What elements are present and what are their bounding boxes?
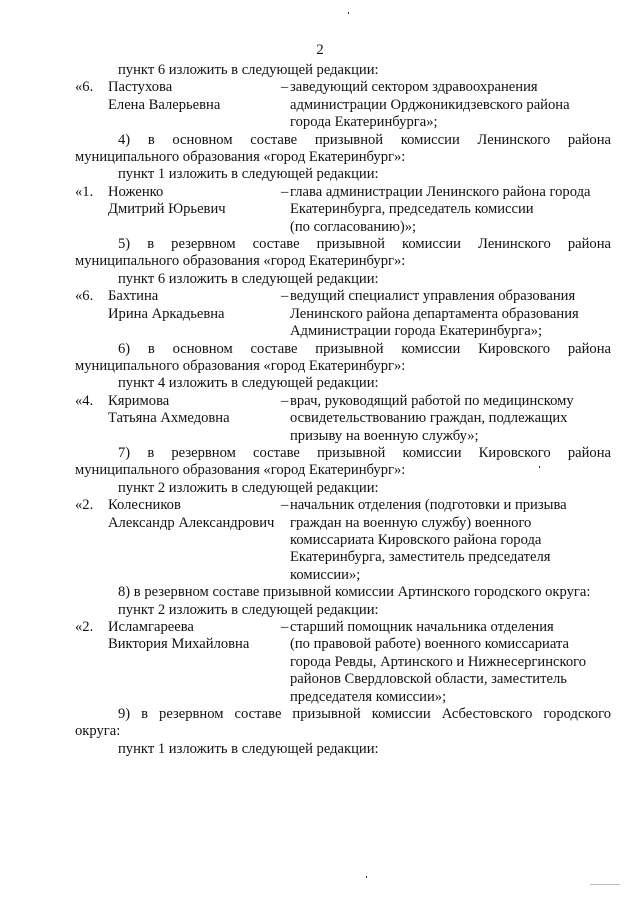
item-number: «6. [75, 288, 94, 305]
scan-mark [348, 12, 349, 14]
item-number: «6. [75, 79, 94, 96]
position-line: начальник отделения (подготовки и призыва [290, 497, 567, 514]
spacer [75, 549, 108, 566]
member-entry-row [75, 306, 611, 323]
spacer [108, 689, 281, 706]
position-line: Екатеринбурга, заместитель председателя [290, 549, 551, 566]
member-surname: Бахтина [108, 288, 159, 305]
spacer [75, 219, 108, 236]
member-position [281, 201, 611, 218]
item-number: «4. [75, 392, 94, 409]
member-entry-row [75, 201, 611, 218]
spacer [75, 114, 108, 131]
member-entry-row [75, 114, 611, 131]
member-position [281, 288, 611, 305]
dash-separator: – [281, 392, 289, 409]
dash-separator: – [281, 619, 289, 635]
member-position [281, 428, 611, 445]
member-entry-row [75, 619, 611, 636]
spacer [75, 306, 108, 323]
position-line: заведующий сектором здравоохранения [290, 79, 538, 96]
paragraph-line: пункт 2 изложить в следующей редакции: [118, 479, 379, 496]
paragraph-line: пункт 4 изложить в следующей редакции: [118, 375, 379, 392]
spacer [75, 515, 108, 532]
member-given-name: Дмитрий Юрьевич [108, 201, 226, 218]
member-position [281, 549, 611, 566]
member-entry-row [75, 497, 611, 514]
spacer [75, 410, 108, 427]
position-line: Администрации города Екатеринбурга»; [290, 323, 543, 340]
spacer [108, 549, 281, 566]
document-body [75, 62, 611, 758]
member-entry-row [75, 79, 611, 96]
item-number: «2. [75, 619, 94, 635]
dash-separator: – [281, 183, 289, 200]
item-number: «1. [75, 183, 94, 200]
member-position [281, 689, 611, 706]
member-entry-row [75, 567, 611, 584]
spacer [108, 323, 281, 340]
member-entry-row [75, 636, 611, 653]
position-line: (по согласованию)»; [290, 218, 417, 235]
member-entry-row [75, 288, 611, 305]
member-position [281, 636, 611, 653]
member-position [281, 219, 611, 236]
paragraph-line: пункт 2 изложить в следующей редакции: [118, 601, 379, 618]
member-entry-row [75, 515, 611, 532]
member-surname: Пастухова [108, 79, 173, 96]
member-position [281, 184, 611, 201]
member-entry-row [75, 671, 611, 688]
paragraph-line: 9) в резервном составе призывной комиссии Асбестовского городского [118, 706, 611, 723]
spacer [108, 567, 281, 584]
spacer [75, 97, 108, 114]
paragraph-line: пункт 1 изложить в следующей редакции: [118, 166, 379, 183]
paragraph-line: 5) в резервном составе призывной комиссии Ленинского района [118, 236, 611, 253]
position-line: комиссии»; [290, 566, 361, 583]
position-line: старший помощник начальника отделения [290, 619, 554, 635]
spacer [108, 219, 281, 236]
spacer [75, 323, 108, 340]
position-line: глава администрации Ленинского района города [290, 183, 591, 200]
scan-mark [590, 884, 620, 885]
member-position [281, 114, 611, 131]
position-line: Екатеринбурга, председатель комиссии [290, 201, 534, 218]
spacer [75, 567, 108, 584]
position-line: граждан на военную службу) военного [290, 514, 532, 531]
member-entry-row [75, 323, 611, 340]
member-entry-row [75, 97, 611, 114]
member-position [281, 567, 611, 584]
dash-separator: – [281, 497, 289, 514]
paragraph-line: пункт 6 изложить в следующей редакции: [118, 270, 379, 287]
member-surname: Исламгареева [108, 619, 194, 635]
paragraph-line: 8) в резервном составе призывной комиссии Артинского городского округа: [118, 584, 591, 601]
position-line: (по правовой работе) военного комиссариата [290, 636, 569, 653]
member-position [281, 497, 611, 514]
paragraph-line: пункт 6 изложить в следующей редакции: [118, 62, 379, 78]
paragraph-line: округа: [75, 723, 121, 740]
spacer [75, 654, 108, 671]
member-given-name: Виктория Михайловна [108, 636, 250, 653]
member-entry-row [75, 689, 611, 706]
spacer [108, 654, 281, 671]
spacer [75, 671, 108, 688]
member-surname: Кяримова [108, 392, 170, 409]
member-entry-row [75, 549, 611, 566]
spacer [108, 114, 281, 131]
position-line: освидетельствованию граждан, подлежащих [290, 410, 568, 427]
member-surname: Колесников [108, 497, 181, 514]
item-number: «2. [75, 497, 94, 514]
member-entry-row [75, 428, 611, 445]
spacer [75, 636, 108, 653]
spacer [75, 532, 108, 549]
position-line: Ленинского района департамента образования [290, 305, 579, 322]
scan-mark [539, 466, 540, 468]
paragraph-line: муниципального образования «город Екатеринбург»: [75, 357, 406, 374]
member-position [281, 393, 611, 410]
member-given-name: Татьяна Ахмедовна [108, 410, 230, 427]
page-number: 2 [316, 42, 324, 58]
member-position [281, 97, 611, 114]
member-position [281, 79, 611, 96]
paragraph-line: пункт 1 изложить в следующей редакции: [118, 740, 379, 757]
member-surname: Ноженко [108, 183, 164, 200]
member-position [281, 532, 611, 549]
member-position [281, 323, 611, 340]
member-given-name: Александр Александрович [108, 514, 275, 531]
member-entry-row [75, 532, 611, 549]
member-entry-row [75, 654, 611, 671]
position-line: комиссариата Кировского района города [290, 531, 542, 548]
paragraph-line: муниципального образования «город Екатеринбург»: [75, 149, 406, 166]
dash-separator: – [281, 288, 289, 305]
spacer [108, 532, 281, 549]
member-position [281, 619, 611, 636]
position-line: призыву на военную службу»; [290, 427, 479, 444]
paragraph-line: муниципального образования «город Екатеринбург»: [75, 253, 406, 270]
position-line: ведущий специалист управления образования [290, 288, 576, 305]
scan-mark [366, 876, 367, 878]
position-line: председателя комиссии»; [290, 688, 447, 705]
paragraph-line: муниципального образования «город Екатеринбург»: [75, 462, 406, 479]
member-position [281, 515, 611, 532]
member-position [281, 671, 611, 688]
spacer [75, 201, 108, 218]
member-entry-row [75, 184, 611, 201]
member-given-name: Ирина Аркадьевна [108, 305, 225, 322]
member-entry-row [75, 393, 611, 410]
member-entry-row [75, 410, 611, 427]
position-line: города Ревды, Артинского и Нижнесергинского [290, 653, 587, 670]
spacer [75, 689, 108, 706]
paragraph-line: 7) в резервном составе призывной комиссии Кировского района [118, 444, 611, 461]
member-position [281, 410, 611, 427]
dash-separator: – [281, 79, 289, 96]
spacer [108, 671, 281, 688]
member-position [281, 654, 611, 671]
position-line: врач, руководящий работой по медицинскому [290, 392, 574, 409]
member-position [281, 306, 611, 323]
paragraph-line: 6) в основном составе призывной комиссии Кировского района [118, 340, 611, 357]
member-given-name: Елена Валерьевна [108, 96, 221, 113]
spacer [75, 428, 108, 445]
position-line: администрации Орджоникидзевского района [290, 96, 570, 113]
spacer [108, 428, 281, 445]
paragraph-line: 4) в основном составе призывной комиссии Ленинского района [118, 131, 611, 148]
position-line: города Екатеринбурга»; [290, 114, 438, 131]
position-line: районов Свердловской области, заместитель [290, 671, 567, 688]
member-entry-row [75, 219, 611, 236]
